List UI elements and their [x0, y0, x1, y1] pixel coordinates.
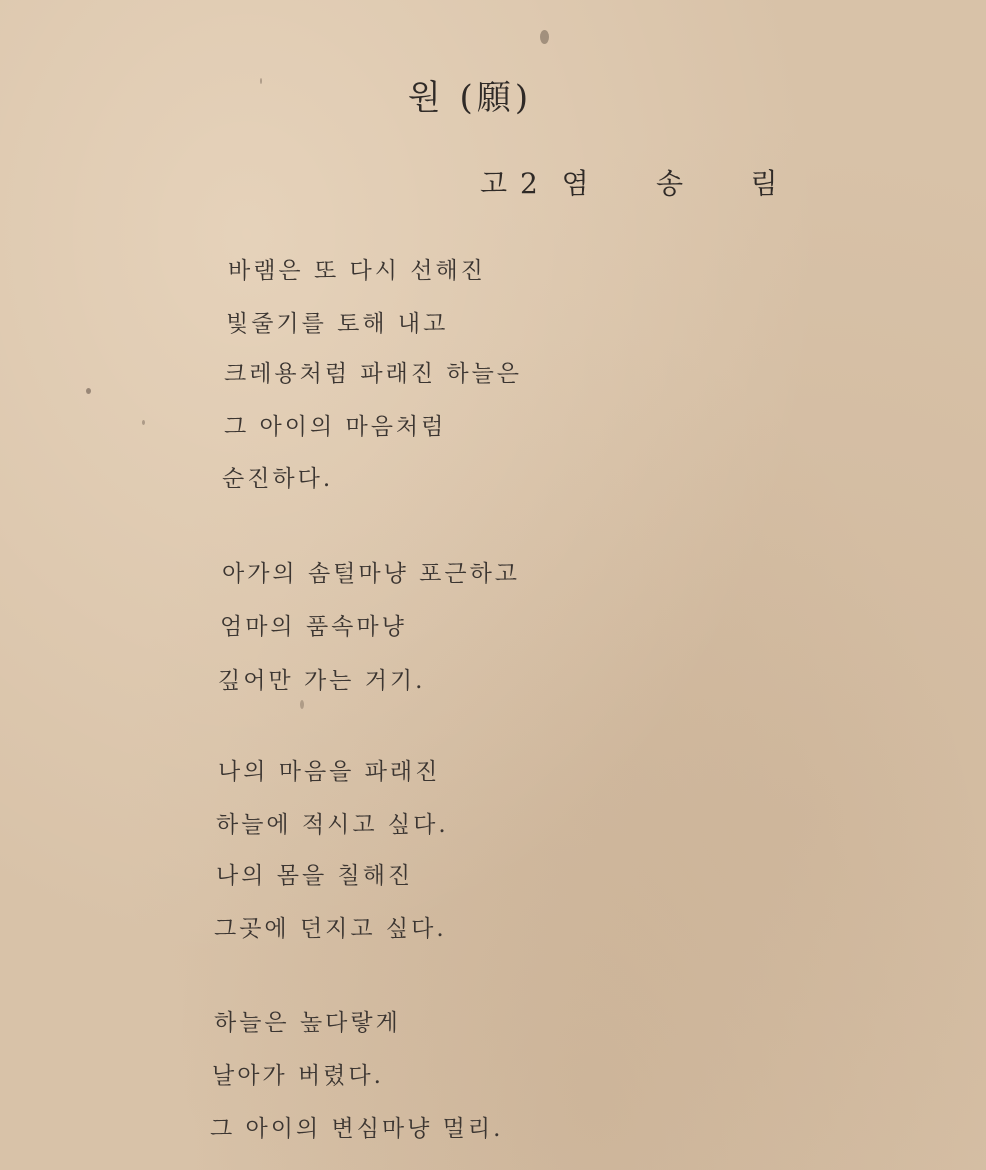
poem-line: 하늘에 적시고 싶다.: [216, 812, 449, 838]
poem-line: 바램은 또 다시 선해진: [228, 258, 486, 284]
paper-speck: [300, 700, 304, 709]
poem-line: 순진하다.: [222, 466, 334, 492]
paper-speck: [86, 388, 91, 394]
poem-title: 원 (願): [407, 78, 533, 118]
poem-line: 날아가 버렸다.: [212, 1063, 384, 1089]
paper-speck: [142, 420, 145, 425]
poem-line: 아가의 솜털마냥 포근하고: [222, 561, 521, 587]
poem-line: 엄마의 품속마냥: [220, 614, 407, 640]
poem-line: 나의 마음을 파래진: [218, 759, 441, 785]
poem-line: 그 아이의 변심마냥 멀리.: [210, 1116, 504, 1142]
poem-line: 빛줄기를 토해 내고: [226, 311, 449, 337]
poem-line: 그곳에 던지고 싶다.: [214, 916, 447, 942]
paper-speck: [540, 30, 549, 44]
poem-line: 그 아이의 마음처럼: [224, 414, 447, 440]
poem-line: 크레용처럼 파래진 하늘은: [224, 361, 523, 387]
author-line: 고 2 염 송 림: [480, 167, 780, 200]
poem-line: 깊어만 가는 거기.: [218, 668, 426, 694]
poem-line: 나의 몸을 칠해진: [216, 863, 414, 889]
poem-line: 하늘은 높다랗게: [214, 1010, 401, 1036]
